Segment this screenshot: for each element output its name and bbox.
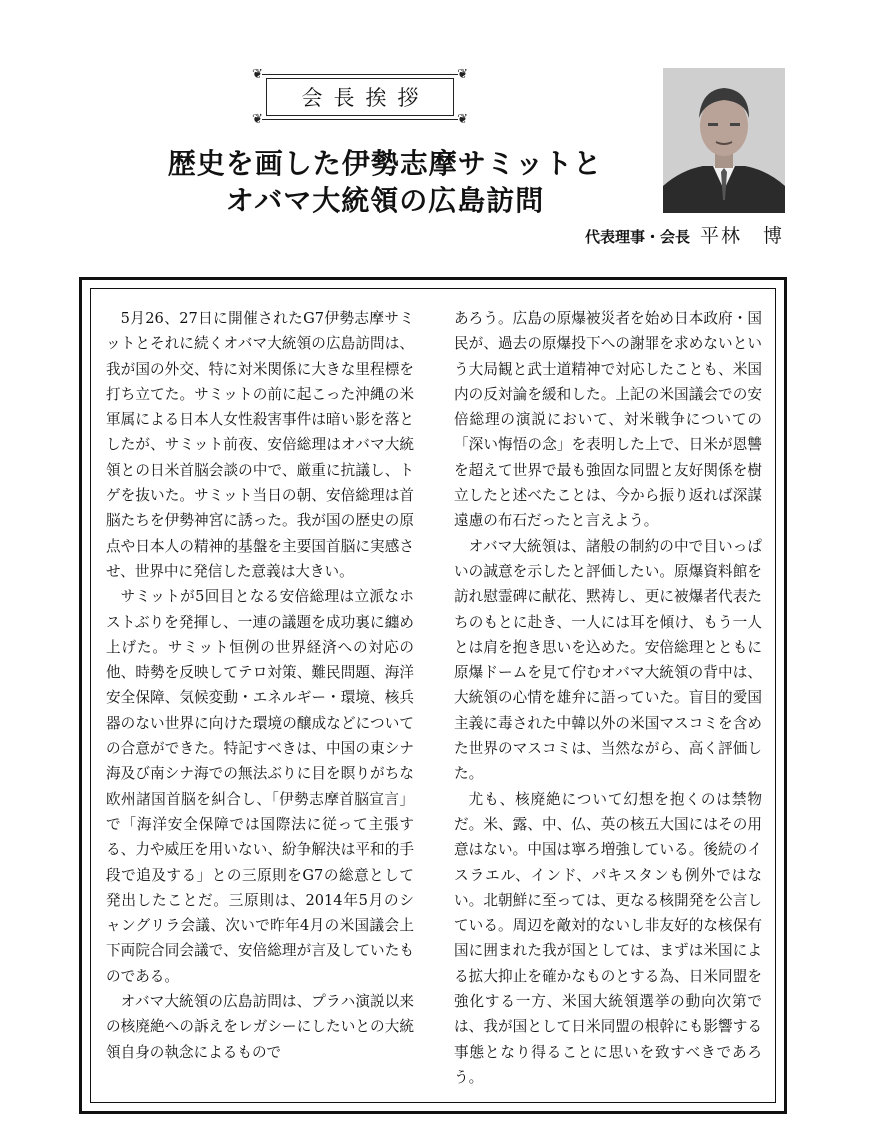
paragraph: サミットが5回目となる安倍総理は立派なホストぶりを発揮し、一連の議題を成功裏に纏め上げた。サミット恒例の世界経済への対応の他、時勢を反映してテロ対策、難民問題、海洋安全保障、気候変動・エネルギー・環境、核兵器のない世界に向けた環境の醸成などについての合意ができた。特記すべきは、中国の東シナ海及び南シナ海での無法ぶりに目を瞑りがちな欧州諸国首脳を糾合し、「伊勢志摩首脳宣言」で「海洋安全保障では国際法に従って主張する、力や威圧を用いない、紛争解決は平和的手段で追及する」との三原則をG7の総意として発出したことだ。三原則は、2014年5月のシャングリラ会議、次いで昨年4月の米国議会上下両院合同会議で、安倍総理が言及していたものである。 bbox=[106, 588, 414, 985]
paragraph: オバマ大統領の広島訪問は、プラハ演説以来の核廃絶への訴えをレガシーにしたいとの大統領自身の執念によるもので bbox=[106, 993, 414, 1061]
title-line-2: オバマ大統領の広島訪問 bbox=[225, 184, 545, 217]
author-byline bbox=[585, 225, 784, 248]
portrait-icon bbox=[663, 68, 785, 213]
page-title bbox=[120, 145, 650, 219]
corner-ornament-icon: ❦ bbox=[457, 67, 468, 82]
paragraph: 5月26、27日に開催されたG7伊勢志摩サミットとそれに続くオバマ大統領の広島訪問は、我が国の外交、特に対米関係に大きな里程標を打ち立てた。サミットの前に起こった沖縄の米軍属による日本人女性殺害事件は暗い影を落としたが、サミット前夜、安倍総理はオバマ大統領との日米首脳会談の中で、厳重に抗議し、トゲを抜いた。サミット当日の朝、安倍総理は首脳たちを伊勢神宮に誘った。我が国の歴史の原点や日本人の精神的基盤を主要国首脳に実感させ、世界中に発信した意義は大きい。 bbox=[106, 310, 414, 580]
paragraph: あろう。広島の原爆被災者を始め日本政府・国民が、過去の原爆投下への謝罪を求めないという大局観と武士道精神で対応したことも、米国内の反対論を緩和した。上記の米国議会での安倍総理の演説において、対米戦争についての「深い悔悟の念」を表明した上で、日米が恩讐を超えて世界で最も強固な同盟と友好関係を樹立したと述べたことは、今から振り返れば深謀遠慮の布石だったと言えよう。 bbox=[454, 310, 762, 530]
paragraph: オバマ大統領は、諸般の制約の中で目いっぱいの誠意を示したと評価したい。原爆資料館を訪れ慰霊碑に献花、黙祷し、更に被爆者代表たちのもとに赴き、一人には耳を傾け、もう一人とは肩を抱き思いを込めた。安倍総理とともに原爆ドームを見て佇むオバマ大統領の背中は、大統領の心情を雄弁に語っていた。盲目的愛国主義に毒された中韓以外の米国マスコミを含めた世界のマスコミは、当然ながら、高く評価した。 bbox=[454, 537, 762, 783]
article-column-right bbox=[454, 306, 762, 1090]
corner-ornament-icon: ❦ bbox=[252, 67, 263, 82]
corner-ornament-icon: ❦ bbox=[252, 112, 263, 127]
section-label bbox=[252, 66, 468, 128]
title-line-1: 歴史を画した伊勢志摩サミットと bbox=[167, 147, 603, 180]
section-label-text: 会長挨拶 bbox=[301, 86, 430, 110]
author-name: 平林 博 bbox=[699, 225, 784, 247]
corner-ornament-icon: ❦ bbox=[457, 112, 468, 127]
paragraph: 尤も、核廃絶について幻想を抱くのは禁物だ。米、露、中、仏、英の核五大国にはその用意はない。中国は寧ろ増強している。後続のイスラエル、インド、パキスタンも例外ではない。北朝鮮に至っては、更なる核開発を公言している。周辺を敵対的ないし非友好的な核保有国に囲まれた我が国としては、まずは米国による拡大抑止を確かなものとする為、日米同盟を強化する一方、米国大統領選挙の動向次第では、我が国として日米同盟の根幹にも影響する事態となり得ることに思いを致すべきであろう。 bbox=[454, 790, 762, 1086]
article-column-left bbox=[106, 306, 414, 1065]
author-role: 代表理事・会長 bbox=[584, 228, 690, 246]
portrait-photo bbox=[663, 68, 785, 213]
